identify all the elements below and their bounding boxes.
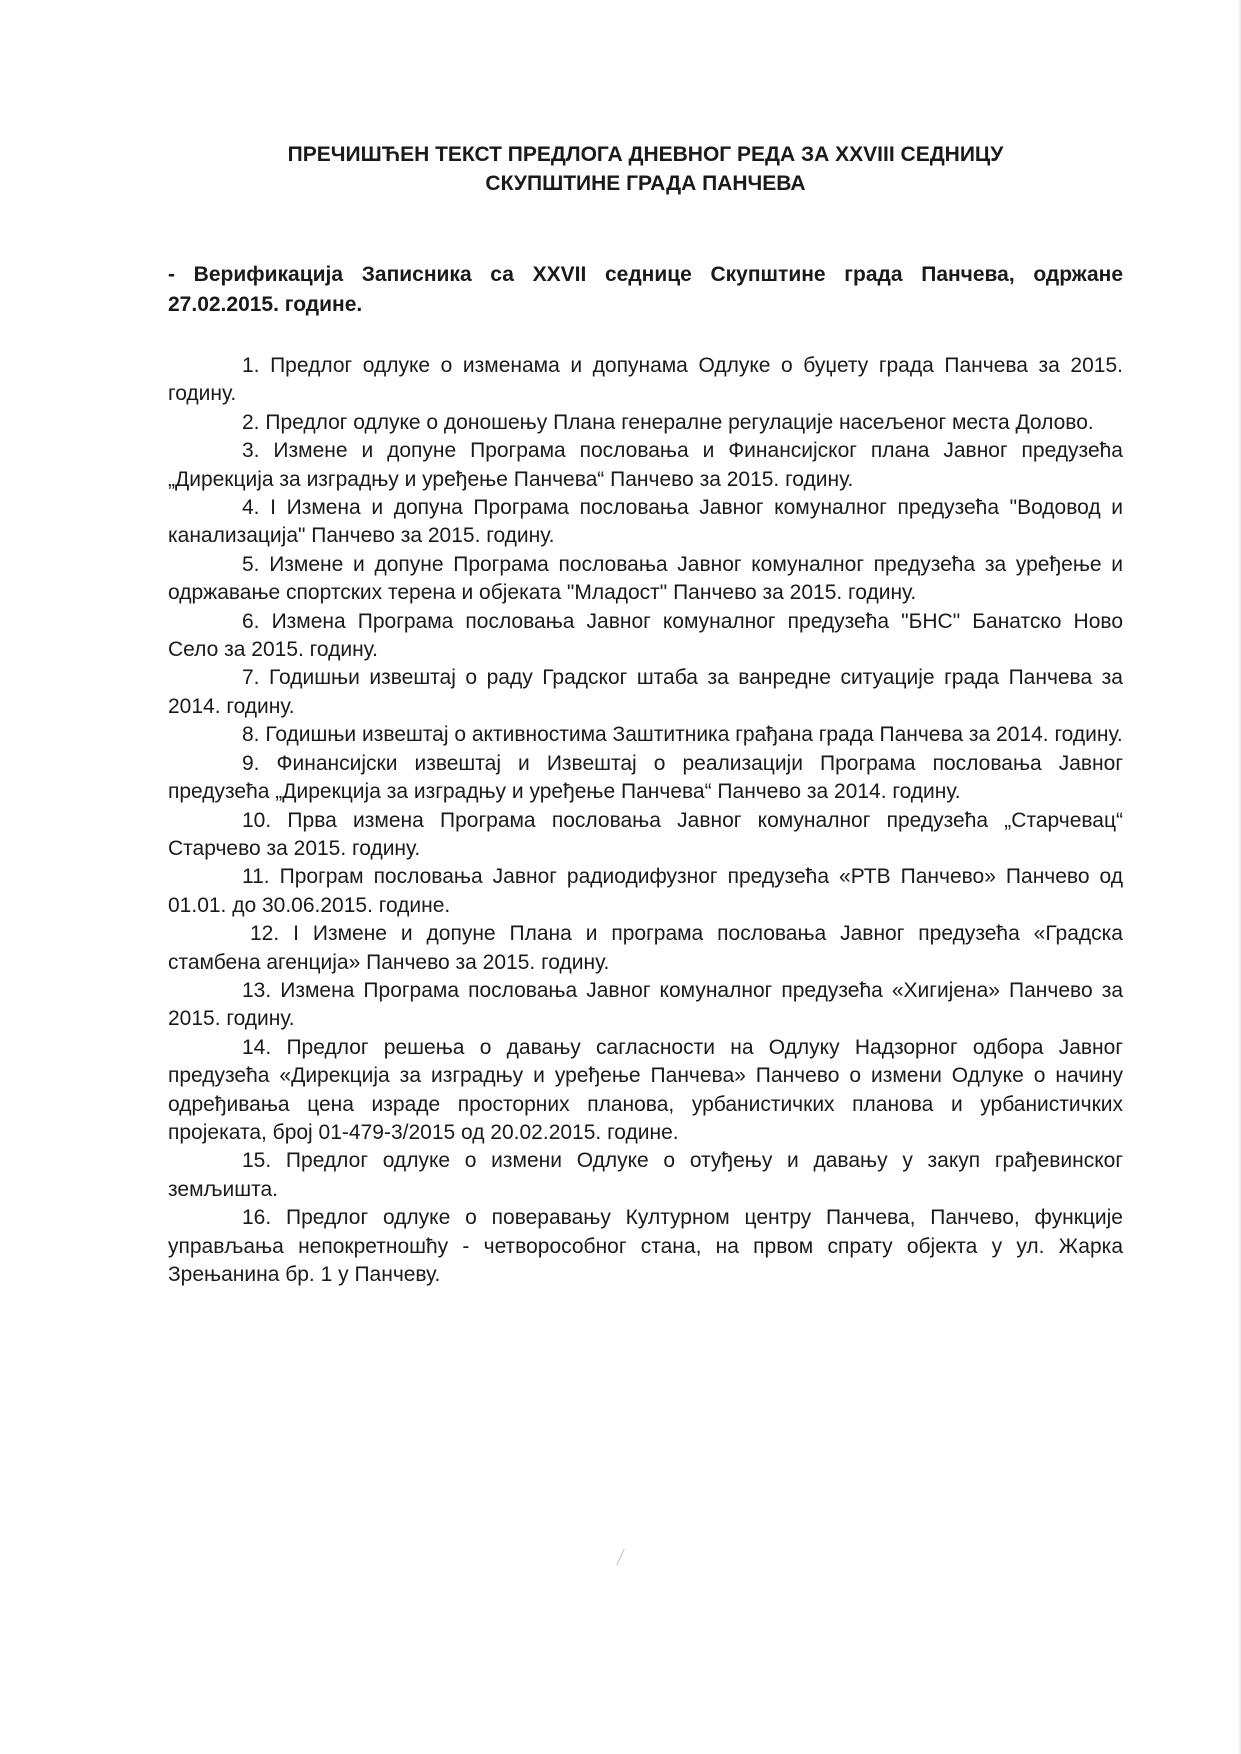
agenda-item: 6. Измена Програма пословања Јавног комуналног предузећа "БНС" Банатско Ново Село за 2015. годину. — [168, 609, 1123, 662]
title-line-2: СКУПШТИНЕ ГРАДА ПАНЧЕВА — [485, 172, 806, 195]
agenda-item: 12. I Измене и допуне Плана и програма пословања Јавног предузећа «Градска стамбена агенција» Панчево за 2015. годину. — [168, 922, 1123, 974]
agenda-item: 15. Предлог одлуке о измени Одлуке о отуђењу и давању у закуп грађевинског земљишта. — [168, 1149, 1123, 1201]
agenda-item: 13. Измена Програма пословања Јавног комуналног предузећа «Хигијена» Панчево за 2015. годину. — [168, 978, 1123, 1031]
agenda-item: 8. Годишњи извештај о активностима Заштитника грађана града Панчева за 2014. годину. — [242, 723, 1123, 747]
agenda-item: 9. Финансијски извештај и Извештај о реализацији Програма пословања Јавног предузећа „Дирекција за изградњу и уређење Панчева“ Панчево за 2014. годину. — [168, 751, 1123, 804]
scan-mark — [616, 1549, 625, 1566]
agenda-list — [168, 352, 1123, 1289]
agenda-item: 14. Предлог решења о давању сагласности на Одлуку Надзорног одбора Јавног предузећа «Дирекција за изградњу и уређење Панчева» Панчево о измени Одлуке о начину одређивања цена израде просторних планова, урбанистичких планова и урбанистичких пројеката, број 01-479-3/2015 од 20.02.2015. године. — [168, 1035, 1123, 1144]
agenda-item: 10. Прва измена Програма пословања Јавног комуналног предузећа „Старчевац“ Старчево за 2015. годину. — [168, 808, 1123, 860]
document-body — [168, 140, 1123, 1289]
document-title — [168, 140, 1123, 198]
agenda-item: 3. Измене и допуне Програма пословања и Финансијског плана Јавног предузећа „Дирекција за изградњу и уређење Панчева“ Панчево за 2015. годину. — [168, 439, 1123, 491]
title-line-1: ПРЕЧИШЋЕН ТЕКСТ ПРЕДЛОГА ДНЕВНОГ РЕДА ЗА XXVIII СЕДНИЦУ — [287, 143, 1004, 166]
agenda-item: 4. I Измена и допуна Програма пословања Јавног комуналног предузећа "Водовод и канализација" Панчево за 2015. годину. — [168, 496, 1123, 548]
agenda-item: 16. Предлог одлуке о поверавању Културном центру Панчева, Панчево, функције управљања непокретношћу - четворособног стана, на првом спрату објекта у ул. Жарка Зрењанина бр. 1 у Панчеву. — [168, 1206, 1123, 1286]
agenda-item: 1. Предлог одлуке о изменама и допунама Одлуке о буџету града Панчева за 2015. годину. — [168, 354, 1123, 406]
minutes-verification: - Верификација Записника са XXVII седнице Скупштине града Панчева, одржане 27.02.2015. године. — [168, 263, 1123, 316]
agenda-item: 11. Програм пословања Јавног радиодифузног предузећа «РТВ Панчево» Панчево од 01.01. до 30.06.2015. године. — [168, 865, 1123, 917]
agenda-item: 7. Годишњи извештај о раду Градског штаба за ванредне ситуације града Панчева за 2014. годину. — [168, 666, 1123, 718]
agenda-item: 2. Предлог одлуке о доношењу Плана генералне регулације насељеног места Долово. — [242, 410, 1094, 434]
agenda-item: 5. Измене и допуне Програма пословања Јавног комуналног предузећа за уређење и одржавање спортских терена и објеката "Младост" Панчево за 2015. годину. — [168, 552, 1123, 605]
